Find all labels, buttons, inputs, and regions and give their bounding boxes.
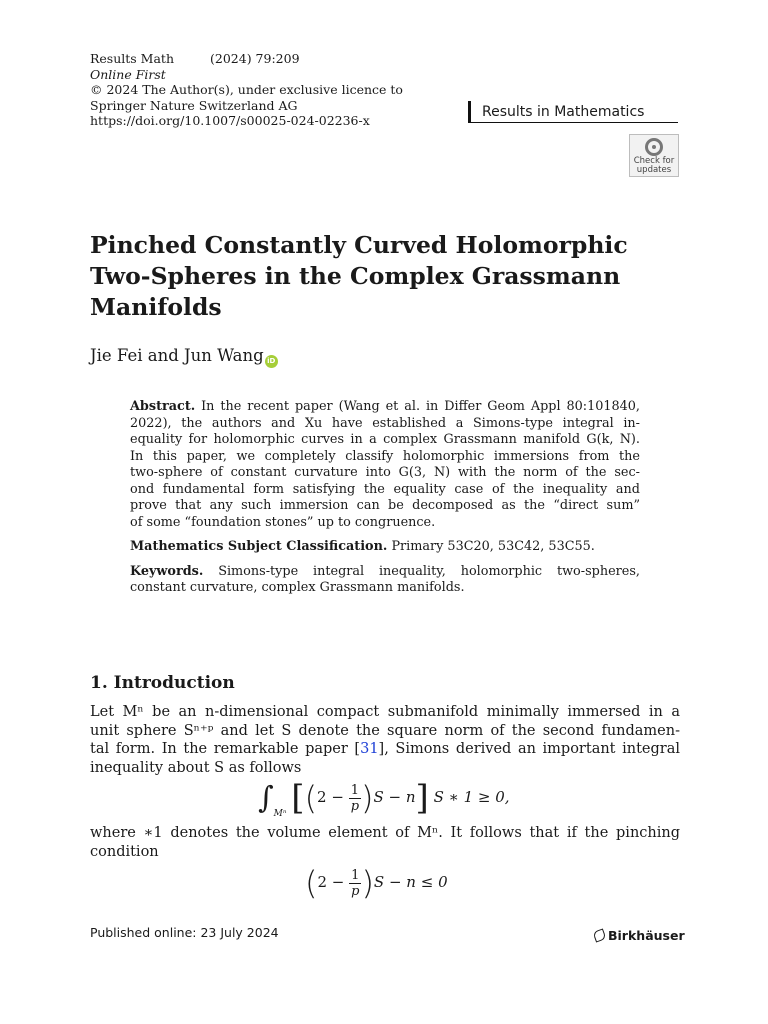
paren-open: ( [305, 864, 318, 902]
paren-close: ) [361, 779, 374, 817]
eq1-two: 2 − [317, 788, 344, 806]
copyright: © 2024 The Author(s), under exclusive licence to [90, 82, 403, 97]
volume-info: (2024) 79:209 [210, 51, 300, 66]
eq1-mid: S − n [373, 788, 416, 806]
published-date: Published online: 23 July 2024 [90, 925, 279, 940]
abstract-line: prove that any such immersion can be decomposed as the “direct sum” [130, 498, 640, 513]
abstract [130, 399, 640, 605]
check-updates-label-1: Check for [633, 156, 675, 166]
body-line: unit sphere Sⁿ⁺ᵖ and let S denote the square norm of the second fundamen- [90, 722, 680, 739]
journal-name: Results in Mathematics [468, 101, 678, 123]
abstract-line: equality for holomorphic curves in a complex Grassmann manifold G(k, N). [130, 432, 640, 447]
body-line: inequality about S as follows [90, 759, 302, 776]
abstract-text [130, 399, 640, 531]
author-names: Jie Fei and Jun Wang [90, 346, 264, 365]
check-updates-label-2: updates [636, 165, 672, 175]
abstract-line: two-sphere of constant curvature into G(3, N) with the norm of the sec- [130, 465, 640, 480]
intro-paragraph-1 [90, 703, 680, 777]
integral-symbol: ∫ [258, 780, 274, 816]
birkhauser-logo-icon [592, 928, 606, 942]
body-line: condition [90, 843, 159, 860]
msc-text: Primary 53C20, 53C42, 53C55. [391, 539, 595, 554]
section-heading: 1. Introduction [90, 673, 235, 693]
doi-link[interactable]: https://doi.org/10.1007/s00025-024-02236-x [90, 113, 370, 128]
check-updates-icon [645, 138, 663, 156]
pinching-condition [305, 864, 448, 902]
abstract-line: of some “foundation stones” up to congruence. [130, 514, 436, 530]
article-header [90, 51, 403, 129]
fraction: $\frac{1}{p}$ [350, 782, 360, 814]
body-line: tal form. In the remarkable paper [31], Simons derived an important integral [90, 741, 680, 757]
bracket-open: [ [291, 778, 305, 818]
msc-label: Mathematics Subject Classification. [130, 539, 388, 554]
publisher: Springer Nature Switzerland AG [90, 97, 298, 113]
authors [90, 346, 278, 368]
bracket-close: ] [415, 778, 429, 818]
body-line: Let Mⁿ be an n-dimensional compact submanifold minimally immersed in a [90, 704, 680, 720]
citation-link[interactable]: 31 [360, 741, 379, 757]
abstract-line: In this paper, we completely classify holomorphic immersions from the [130, 448, 640, 464]
journal-short: Results Math [90, 51, 175, 66]
paren-close: ) [361, 864, 374, 902]
fraction: $\frac{1}{p}$ [351, 867, 360, 899]
citation-line [90, 51, 403, 67]
keywords [130, 564, 640, 597]
eq2-tail: S − n ≤ 0 [373, 873, 448, 891]
abstract-line: ond fundamental form satisfying the equality case of the inequality and [130, 481, 640, 497]
paren-open: ( [304, 779, 318, 817]
publisher-brand: Birkhäuser [594, 928, 685, 943]
keywords-line: Keywords. Simons-type integral inequality, holomorphic two-spheres, [130, 563, 640, 579]
orcid-icon[interactable]: iD [265, 355, 278, 368]
eq2-two: 2 − [317, 873, 345, 891]
integral-domain: Mⁿ [273, 809, 287, 819]
abstract-line: Abstract. In the recent paper (Wang et al. in Differ Geom Appl 80:101840, [130, 399, 640, 414]
eq1-tail: S ∗ 1 ≥ 0, [433, 788, 510, 806]
abstract-label: Abstract. [130, 399, 196, 414]
check-for-updates-button[interactable] [629, 134, 679, 177]
keywords-line: constant curvature, complex Grassmann manifolds. [130, 580, 465, 595]
body-line: where ∗1 denotes the volume element of Mⁿ. It follows that if the pinching [90, 825, 680, 841]
msc [130, 539, 640, 556]
simons-inequality [258, 778, 510, 819]
online-first: Online First [90, 66, 166, 82]
paper-title: Pinched Constantly Curved Holomorphic Two-Spheres in the Complex Grassmann Manifolds [90, 231, 628, 321]
intro-paragraph-2 [90, 824, 680, 861]
abstract-line: 2022), the authors and Xu have established a Simons-type integral in- [130, 415, 640, 431]
keywords-label: Keywords. [130, 563, 204, 579]
